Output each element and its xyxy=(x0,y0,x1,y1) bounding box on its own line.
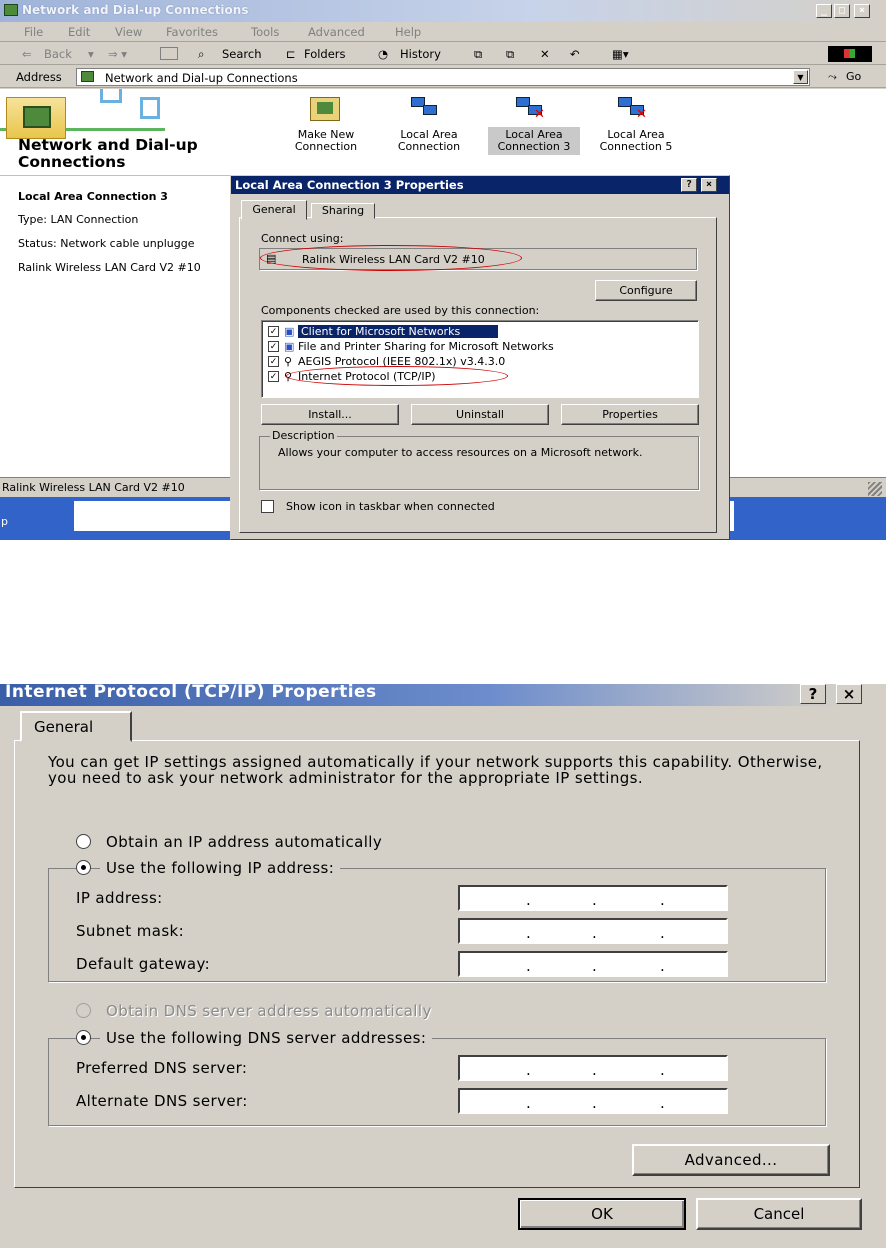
menu-advanced[interactable]: Advanced xyxy=(308,25,365,39)
components-list[interactable] xyxy=(261,320,699,398)
component-label: File and Printer Sharing for Microsoft Networks xyxy=(298,340,554,353)
component-label: Client for Microsoft Networks xyxy=(298,325,498,338)
search-button[interactable]: Search xyxy=(222,47,262,61)
icon-label: Connection xyxy=(294,140,358,153)
icon-label: Local Area xyxy=(505,128,563,141)
connection-status: Status: Network cable unplugge xyxy=(18,237,195,250)
minimize-button[interactable]: _ xyxy=(816,4,832,18)
ip-address-label: IP address: xyxy=(76,889,163,907)
icon-label: Make New xyxy=(297,128,355,141)
menu-favorites[interactable]: Favorites xyxy=(166,25,218,39)
obtain-ip-label: Obtain an IP address automatically xyxy=(106,833,383,851)
folders-button[interactable]: Folders xyxy=(304,47,346,61)
icon-label: Connection 5 xyxy=(599,140,673,153)
views-icon[interactable]: ▦▾ xyxy=(612,47,629,61)
explorer-window xyxy=(0,0,886,540)
subnet-mask-input[interactable]: . . . xyxy=(458,918,728,944)
protocol-icon: ⚲ xyxy=(284,370,293,383)
local-area-connection-5-item[interactable] xyxy=(588,91,684,157)
tab-sharing[interactable]: Sharing xyxy=(311,203,375,219)
adapter-name: Ralink Wireless LAN Card V2 #10 xyxy=(302,253,485,266)
default-gateway-label: Default gateway: xyxy=(76,955,211,973)
network-card-icon: ▤ xyxy=(266,252,277,265)
menu-help[interactable]: Help xyxy=(395,25,422,39)
address-dropdown-button[interactable]: ▼ xyxy=(793,70,808,84)
status-text: Ralink Wireless LAN Card V2 #10 xyxy=(2,481,185,494)
checkbox[interactable]: ✓ xyxy=(269,357,278,367)
help-button[interactable]: ? xyxy=(800,684,826,704)
folder-banner xyxy=(0,89,232,175)
tcpip-dialog-title: Internet Protocol (TCP/IP) Properties xyxy=(5,682,377,702)
checkbox[interactable]: ✓ xyxy=(269,342,278,352)
make-new-connection-item[interactable] xyxy=(278,91,374,157)
go-arrow-icon: ⤳ xyxy=(828,70,837,83)
components-label: Components checked are used by this connection: xyxy=(261,304,540,317)
menu-bar xyxy=(0,22,886,42)
network-folder-icon xyxy=(4,4,18,16)
copy-to-icon[interactable]: ⧉ xyxy=(506,47,515,61)
history-button[interactable]: History xyxy=(400,47,441,61)
obtain-dns-label: Obtain DNS server address automatically xyxy=(106,1002,432,1020)
maximize-button[interactable]: □ xyxy=(834,4,850,18)
forward-button[interactable]: ⇒ ▾ xyxy=(108,47,128,61)
uninstall-button[interactable]: Uninstall xyxy=(411,404,549,425)
advanced-button[interactable]: Advanced... xyxy=(632,1144,830,1176)
explorer-title: Network and Dial-up Connections xyxy=(22,3,249,17)
folders-icon: ⊏ xyxy=(286,47,296,61)
component-label: Internet Protocol (TCP/IP) xyxy=(298,370,436,383)
local-area-connection-3-item[interactable] xyxy=(486,91,582,157)
address-bar xyxy=(0,66,886,88)
new-connection-icon xyxy=(310,97,340,121)
description-group xyxy=(259,429,699,490)
address-input[interactable] xyxy=(76,68,810,86)
toolbar xyxy=(0,43,886,65)
explorer-title-bar[interactable] xyxy=(0,0,886,22)
close-button[interactable]: × xyxy=(836,684,862,704)
undo-icon[interactable]: ↶ xyxy=(570,47,580,61)
connection-device: Ralink Wireless LAN Card V2 #10 xyxy=(18,261,201,274)
menu-view[interactable]: View xyxy=(115,25,143,39)
component-label: AEGIS Protocol (IEEE 802.1x) v3.4.3.0 xyxy=(298,355,506,368)
show-icon-checkbox[interactable] xyxy=(261,500,274,513)
use-dns-radio[interactable] xyxy=(76,1030,91,1045)
ip-address-input[interactable]: . . . xyxy=(458,885,728,911)
address-label: Address xyxy=(16,70,62,84)
lan-dialog-title-bar[interactable] xyxy=(231,176,729,194)
properties-button[interactable]: Properties xyxy=(561,404,699,425)
obtain-ip-radio[interactable] xyxy=(76,834,91,849)
default-gateway-input[interactable]: . . . xyxy=(458,951,728,977)
lan-dialog-title: Local Area Connection 3 Properties xyxy=(235,178,464,192)
local-area-connection-item[interactable] xyxy=(381,91,477,157)
preferred-dns-input[interactable]: . . . xyxy=(458,1055,728,1081)
file-sharing-icon: ▣ xyxy=(284,340,295,353)
back-arrow-icon: ⇐ xyxy=(22,47,32,61)
use-ip-label: Use the following IP address: xyxy=(100,859,340,877)
address-value: Network and Dial-up Connections xyxy=(105,71,298,85)
show-icon-label: Show icon in taskbar when connected xyxy=(286,500,495,513)
checkbox[interactable]: ✓ xyxy=(269,372,278,382)
cancel-button[interactable]: Cancel xyxy=(696,1198,862,1230)
use-ip-radio[interactable] xyxy=(76,860,91,875)
close-button[interactable]: × xyxy=(701,178,717,192)
back-button[interactable]: Back xyxy=(44,47,72,61)
menu-file[interactable]: File xyxy=(24,25,44,39)
search-icon: ⌕ xyxy=(198,47,205,61)
intro-text: You can get IP settings assigned automatically if your network supports this capability. Otherwise, you need to ask your network administrator for the appropriate IP settings. xyxy=(48,753,823,787)
lan-connection-icon xyxy=(411,97,441,121)
details-panel xyxy=(0,175,232,477)
adapter-box xyxy=(259,248,697,270)
help-button[interactable]: ? xyxy=(681,178,697,192)
install-button[interactable]: Install... xyxy=(261,404,399,425)
subnet-mask-label: Subnet mask: xyxy=(76,922,185,940)
tcpip-title-bar[interactable] xyxy=(0,684,886,706)
use-dns-label: Use the following DNS server addresses: xyxy=(100,1029,432,1047)
preferred-dns-label: Preferred DNS server: xyxy=(76,1059,248,1077)
banner-decoration xyxy=(100,89,122,103)
banner-decoration xyxy=(140,97,160,119)
resize-grip-icon[interactable] xyxy=(868,482,882,496)
go-button[interactable]: Go xyxy=(846,70,862,83)
icon-label: Local Area xyxy=(400,128,458,141)
history-icon: ◔ xyxy=(378,47,389,61)
icon-label: Connection xyxy=(397,140,461,153)
selected-connection-name: Local Area Connection 3 xyxy=(18,190,168,203)
annotation-circle xyxy=(286,366,508,386)
alternate-dns-input[interactable]: . . . xyxy=(458,1088,728,1114)
tcpip-properties-dialog xyxy=(0,684,886,1248)
menu-tools[interactable]: Tools xyxy=(251,25,280,39)
obtain-dns-radio[interactable] xyxy=(76,1003,91,1018)
alternate-dns-label: Alternate DNS server: xyxy=(76,1092,248,1110)
menu-edit[interactable]: Edit xyxy=(68,25,91,39)
up-folder-icon[interactable] xyxy=(160,47,178,60)
protocol-icon: ⚲ xyxy=(284,355,293,368)
icon-label: Local Area xyxy=(607,128,665,141)
configure-button[interactable]: Configure xyxy=(595,280,697,301)
description-text: Allows your computer to access resources on a Microsoft network. xyxy=(278,446,643,459)
ok-button[interactable]: OK xyxy=(518,1198,686,1230)
move-to-icon[interactable]: ⧉ xyxy=(474,47,483,61)
lan-properties-dialog xyxy=(230,175,730,540)
icon-label: Connection 3 xyxy=(497,140,571,153)
connect-using-label: Connect using: xyxy=(261,232,344,245)
connection-type: Type: LAN Connection xyxy=(18,213,139,226)
lan-disconnected-icon: ✕ xyxy=(618,97,648,121)
tab-label: General xyxy=(34,718,94,736)
back-dropdown-icon[interactable]: ▾ xyxy=(88,47,94,61)
network-folder-icon xyxy=(81,71,94,82)
annotation-circle xyxy=(260,245,522,271)
taskbar-text: p xyxy=(1,515,8,528)
network-folder-icon xyxy=(6,97,66,139)
description-label: Description xyxy=(272,429,335,442)
tab-general[interactable]: General xyxy=(241,200,307,220)
close-button[interactable]: × xyxy=(854,4,870,18)
tab-general[interactable] xyxy=(20,711,132,742)
client-icon: ▣ xyxy=(284,325,295,338)
checkbox[interactable]: ✓ xyxy=(269,327,278,337)
folder-title: Network and Dial-up Connections xyxy=(18,136,198,171)
delete-icon[interactable]: ✕ xyxy=(540,47,550,61)
lan-disconnected-icon: ✕ xyxy=(516,97,546,121)
